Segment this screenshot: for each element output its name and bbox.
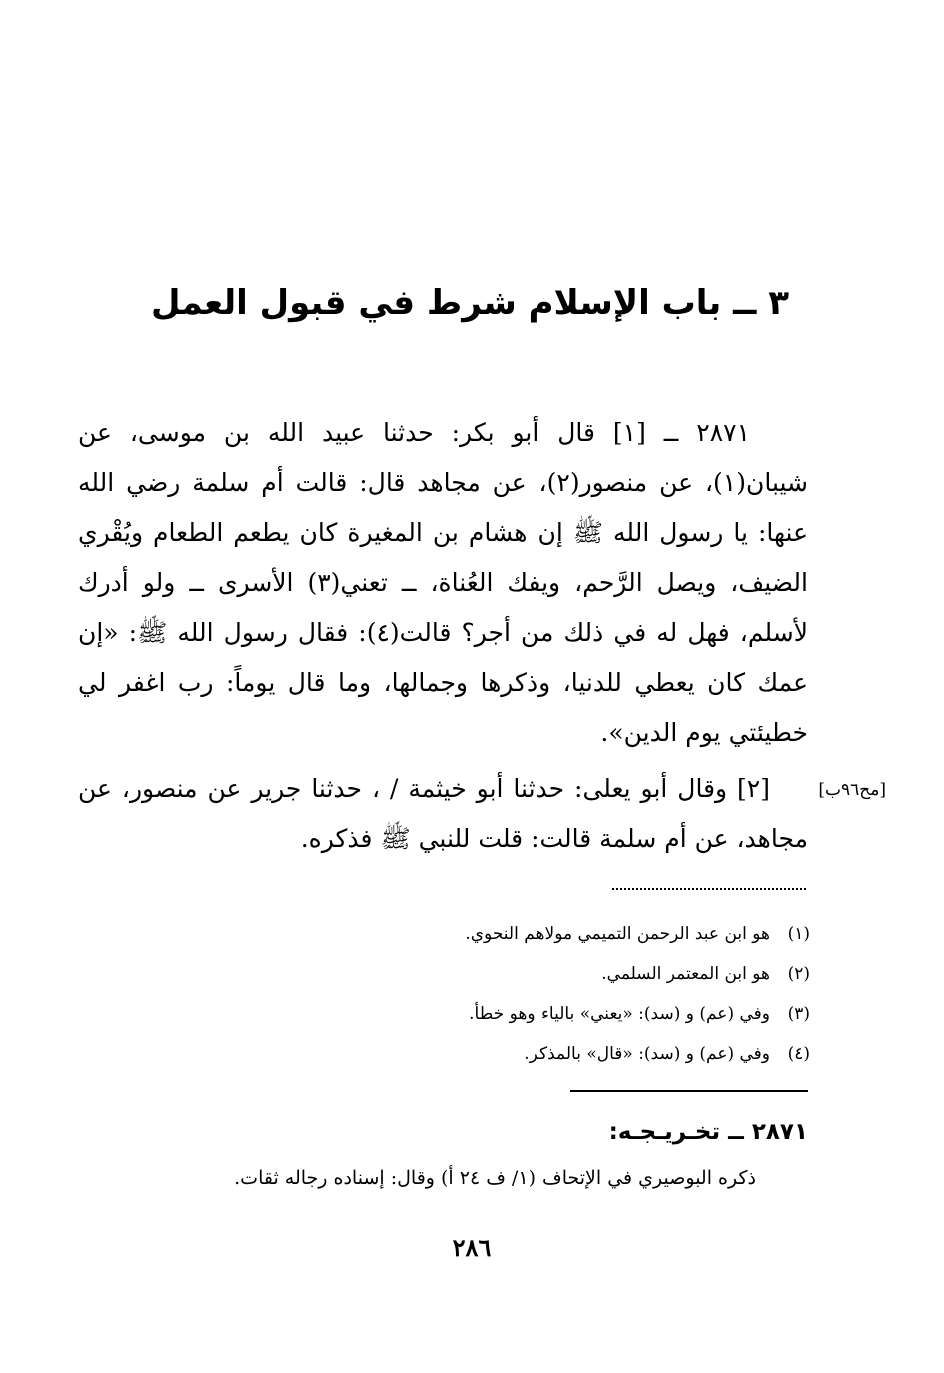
footnote-text: وفي (عم) و (سد): «يعني» بالياء وهو خطأ. <box>469 1004 770 1024</box>
hadith-paragraph-2: [٢] وقال أبو يعلى: حدثنا أبو خيثمة / ، حدثنا جرير عن منصور، عن مجاهد، عن أم سلمة قالت: قلت للنبي ﷺ فذكره. <box>78 774 808 853</box>
page-number: ٢٨٦ <box>452 1233 492 1262</box>
takhrij-separator <box>570 1090 808 1092</box>
footnote-text: هو ابن عبد الرحمن التميمي مولاهم النحوي. <box>465 924 770 944</box>
footnote-separator <box>612 888 806 890</box>
footnote-number: (٢) <box>787 964 810 984</box>
footnote-number: (٣) <box>787 1004 810 1024</box>
footnote-number: (١) <box>787 924 810 944</box>
footnote <box>300 954 810 994</box>
footnote <box>300 914 810 954</box>
footnotes-list <box>300 914 810 1074</box>
footnote-number: (٤) <box>787 1044 810 1064</box>
hadith-paragraph-1: ٢٨٧١ ــ [١] قال أبو بكر: حدثنا عبيد الله بن موسى، عن شيبان(١)، عن منصور(٢)، عن مجاهد قال: قالت أم سلمة رضي الله عنها: يا رسول الله ﷺ إن هشام بن المغيرة كان يطعم الطعام ويُقْري الضيف، ويصل الرَّحم، ويفك العُناة، ــ تعني(٣) الأسرى ــ ولو أدرك لأسلم، فهل له في ذلك من أجر؟ قالت(٤): فقال رسول الله ﷺ: «إن عمك كان يعطي للدنيا، وذكرها وجمالها، وما قال يوماً: رب اغفر لي خطيئتي يوم الدين». <box>78 418 808 747</box>
manuscript-margin-note: [مح٩٦ب] <box>818 780 886 800</box>
footnote-text: هو ابن المعتمر السلمي. <box>601 964 770 984</box>
takhrij-heading: ٢٨٧١ ــ تخـريـجـه: <box>608 1119 808 1145</box>
footnote <box>300 994 810 1034</box>
takhrij-text: ذكره البوصيري في الإتحاف (١/ ف ٢٤ أ) وقال: إسناده رجاله ثقات. <box>234 1167 756 1189</box>
footnote <box>300 1034 810 1074</box>
chapter-title: ٣ ــ باب الإسلام شرط في قبول العمل <box>151 283 789 323</box>
footnote-text: وفي (عم) و (سد): «قال» بالمذكر. <box>524 1044 770 1064</box>
